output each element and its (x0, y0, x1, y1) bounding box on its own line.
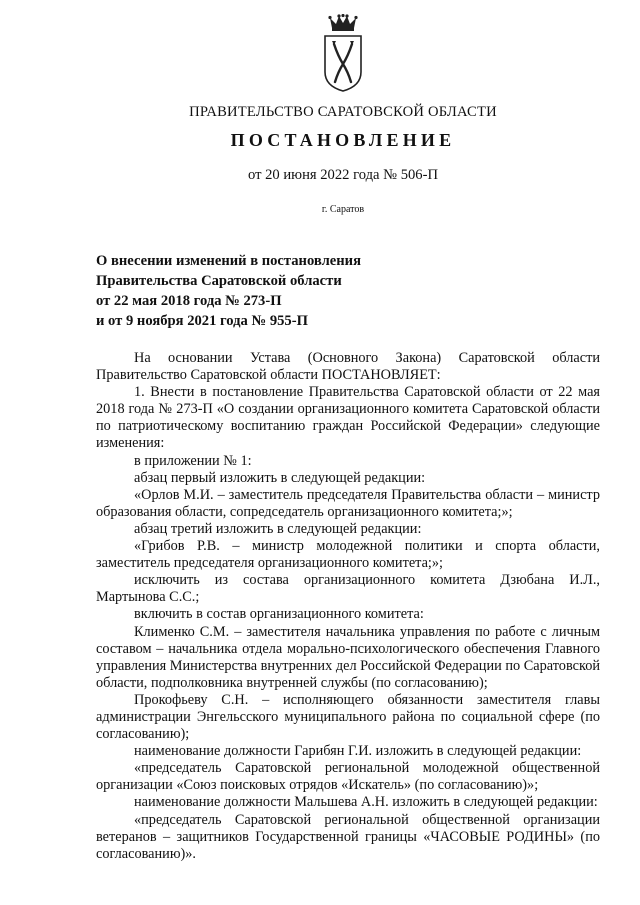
body-paragraph: включить в состав организационного комитета: (134, 606, 424, 623)
subject-line: Правительства Саратовской области (96, 273, 342, 289)
saratov-coat-of-arms-icon (321, 14, 365, 92)
body-paragraph: «председатель Саратовской региональной общественной организации ветеранов – защитников Государственной границы «ЧАСОВЫЕ РОДИНЫ» (по согласованию)». (96, 811, 600, 862)
body-paragraph: в приложении № 1: (134, 452, 252, 469)
subject-line: и от 9 ноября 2021 года № 955-П (96, 313, 308, 329)
body-paragraph: наименование должности Гарибян Г.И. изложить в следующей редакции: (134, 743, 582, 760)
body-paragraph: абзац первый изложить в следующей редакции: (134, 469, 426, 486)
body-paragraph: На основании Устава (Основного Закона) Саратовской области Правительство Саратовской области ПОСТАНОВЛЯЕТ: (96, 350, 600, 384)
body-paragraph: «Орлов М.И. – заместитель председателя Правительства области – министр образования области, сопредседатель организационного комитета;»; (96, 486, 600, 520)
body-paragraph: 1. Внести в постановление Правительства Саратовской области от 22 мая 2018 года № 273-П «О создании организационного комитета Саратовской области по патриотическому воспитанию граждан Российской Федерации» следующие изменения: (96, 384, 600, 452)
subject-line: О внесении изменений в постановления (96, 253, 361, 269)
document-subject (96, 251, 496, 331)
body-paragraph: наименование должности Мальшева А.Н. изложить в следующей редакции: (134, 794, 598, 811)
body-paragraph: абзац третий изложить в следующей редакции: (134, 520, 422, 537)
subject-line: от 22 мая 2018 года № 273-П (96, 293, 282, 309)
body-paragraph: исключить из состава организационного комитета Дзюбана И.Л., Мартынова С.С.; (96, 572, 600, 606)
document-date-number: от 20 июня 2022 года № 506-П (247, 167, 438, 183)
body-paragraph: «председатель Саратовской региональной молодежной общественной организации «Союз поисковых отрядов «Искатель» (по согласованию)»; (96, 760, 600, 794)
body-paragraph: Прокофьеву С.Н. – исполняющего обязанности заместителя главы администрации Энгельсского муниципального района по социальной сфере (по согласованию); (96, 691, 600, 743)
body-paragraph: «Грибов Р.В. – министр молодежной политики и спорта области, заместитель председателя организационного комитета;»; (96, 538, 600, 572)
body-paragraph: Клименко С.М. – заместителя начальника управления по работе с личным составом – начальника отдела морально-психологического обеспечения Главного управления Министерства внутренних дел Российской Федерации по Саратовской области, подполковника внутренней службы (по согласованию); (96, 623, 600, 691)
document-body (96, 350, 600, 863)
document-city: г. Саратов (321, 204, 365, 215)
government-name: ПРАВИТЕЛЬСТВО САРАТОВСКОЙ ОБЛАСТИ (189, 104, 497, 120)
document-type: ПОСТАНОВЛЕНИЕ (230, 130, 456, 150)
